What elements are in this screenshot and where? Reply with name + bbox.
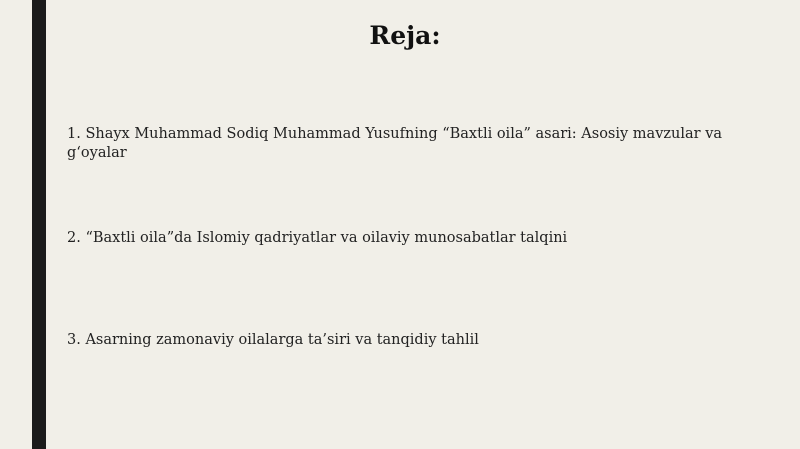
slide-title: Reja: [369, 21, 441, 50]
plan-item-3: 3. Asarning zamonaviy oilalarga ta’siri va tanqidiy tahlil [67, 332, 479, 348]
accent-bar [32, 0, 46, 449]
plan-item-1: 1. Shayx Muhammad Sodiq Muhammad Yusufning “Baxtli oila” asari: Asosiy mavzular va g‘oyalar [67, 126, 723, 161]
plan-item-2: 2. “Baxtli oila”da Islomiy qadriyatlar va oilaviy munosabatlar talqini [67, 230, 568, 246]
